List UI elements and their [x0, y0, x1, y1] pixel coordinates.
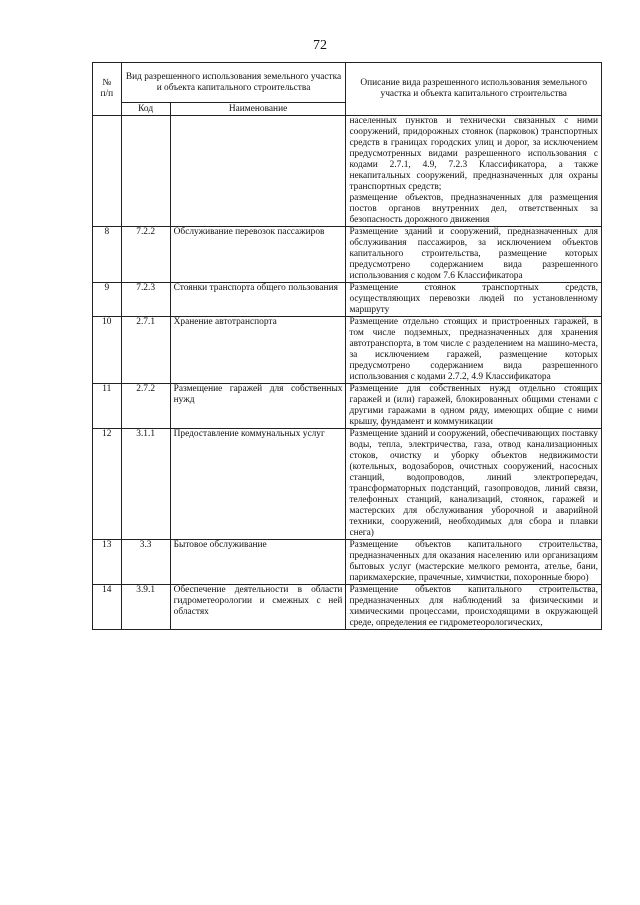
description-paragraph: Размещение зданий и сооружений, обеспечивающих поставку воды, тепла, электричества, газа, отвод канализационных стоков, очистку и уборку объектов недвижимости (котельных, водозаборов, очистных сооружений, насосных станций, водопроводов, линий электропередач, трансформаторных подстанций, газопроводов, линий связи, телефонных станций, канализаций, стоянок, гаражей и мастерских для обслуживания уборочной и аварийной техники, сооружений, необходимых для сбора и плавки снега)	[349, 429, 598, 538]
table-row	[93, 227, 602, 283]
row-name: Бытовое обслуживание	[170, 540, 346, 585]
table-row	[93, 429, 602, 540]
row-name: Обеспечение деятельности в области гидрометеорологии и смежных с ней областях	[170, 585, 346, 630]
row-code: 3.3	[121, 540, 170, 585]
row-name	[170, 116, 346, 227]
row-description	[346, 283, 602, 317]
header-type-group: Вид разрешенного использования земельного участка и объекта капитального строительства	[121, 63, 346, 103]
row-description	[346, 585, 602, 630]
description-paragraph: размещение объектов, предназначенных для размещения постов органов внутренних дел, ответственных за безопасность дорожного движения	[349, 193, 598, 225]
land-use-table	[92, 62, 602, 630]
row-description	[346, 429, 602, 540]
row-number: 12	[93, 429, 122, 540]
description-paragraph: Размещение стоянок транспортных средств, осуществляющих перевозки людей по установленному маршруту	[349, 283, 598, 315]
row-code: 2.7.1	[121, 317, 170, 384]
header-description: Описание вида разрешенного использования земельного участка и объекта капитального строительства	[346, 63, 602, 116]
row-description	[346, 384, 602, 429]
description-paragraph: Размещение объектов капитального строительства, предназначенных для оказания населению или организациям бытовых услуг (мастерские мелкого ремонта, ателье, бани, парикмахерские, прачечные, химчистки, похоронные бюро)	[349, 540, 598, 583]
row-code	[121, 116, 170, 227]
table-row	[93, 585, 602, 630]
header-name: Наименование	[170, 103, 346, 116]
row-name: Хранение автотранспорта	[170, 317, 346, 384]
description-paragraph: Размещение для собственных нужд отдельно стоящих гаражей и (или) гаражей, блокированных общими стенами с другими гаражами в одном ряду, имеющих общие с ними крышу, фундамент и коммуникации	[349, 384, 598, 427]
row-name: Стоянки транспорта общего пользования	[170, 283, 346, 317]
row-number: 14	[93, 585, 122, 630]
table-row	[93, 283, 602, 317]
table-row	[93, 540, 602, 585]
description-paragraph: Размещение объектов капитального строительства, предназначенных для наблюдений за физическими и химическими процессами, происходящими в окружающей среде, определения ее гидрометеорологических,	[349, 585, 598, 628]
page-number: 72	[313, 38, 327, 53]
row-number	[93, 116, 122, 227]
table-row	[93, 317, 602, 384]
description-paragraph: Размещение отдельно стоящих и пристроенных гаражей, в том числе подземных, предназначенных для хранения автотранспорта, в том числе с разделением на машино-места, за исключением гаражей, размещение которых предусмотрено содержанием вида разрешенного использования с кодами 2.7.2, 4.9 Классификатора	[349, 317, 598, 382]
row-number: 8	[93, 227, 122, 283]
table-row	[93, 384, 602, 429]
row-description	[346, 317, 602, 384]
description-paragraph: населенных пунктов и технически связанных с ними сооружений, придорожных стоянок (парковок) транспортных средств в границах городских улиц и дорог, за исключением предусмотренных видами разрешенного использования с кодами 2.7.1, 4.9, 7.2.3 Классификатора, а также некапитальных сооружений, предназначенных для охраны транспортных средств;	[349, 116, 598, 192]
row-code: 7.2.2	[121, 227, 170, 283]
row-number: 13	[93, 540, 122, 585]
row-name: Предоставление коммунальных услуг	[170, 429, 346, 540]
header-code: Код	[121, 103, 170, 116]
row-name: Размещение гаражей для собственных нужд	[170, 384, 346, 429]
table-row	[93, 116, 602, 227]
row-number: 9	[93, 283, 122, 317]
header-num: № п/п	[93, 63, 122, 116]
row-number: 11	[93, 384, 122, 429]
table-body	[93, 116, 602, 630]
row-description	[346, 116, 602, 227]
row-description	[346, 227, 602, 283]
row-code: 2.7.2	[121, 384, 170, 429]
row-number: 10	[93, 317, 122, 384]
row-name: Обслуживание перевозок пассажиров	[170, 227, 346, 283]
row-code: 3.1.1	[121, 429, 170, 540]
row-code: 3.9.1	[121, 585, 170, 630]
description-paragraph: Размещение зданий и сооружений, предназначенных для обслуживания пассажиров, за исключением объектов капитального строительства, размещение которых предусмотрено содержанием вида разрешенного использования с кодом 7.6 Классификатора	[349, 227, 598, 281]
row-code: 7.2.3	[121, 283, 170, 317]
row-description	[346, 540, 602, 585]
